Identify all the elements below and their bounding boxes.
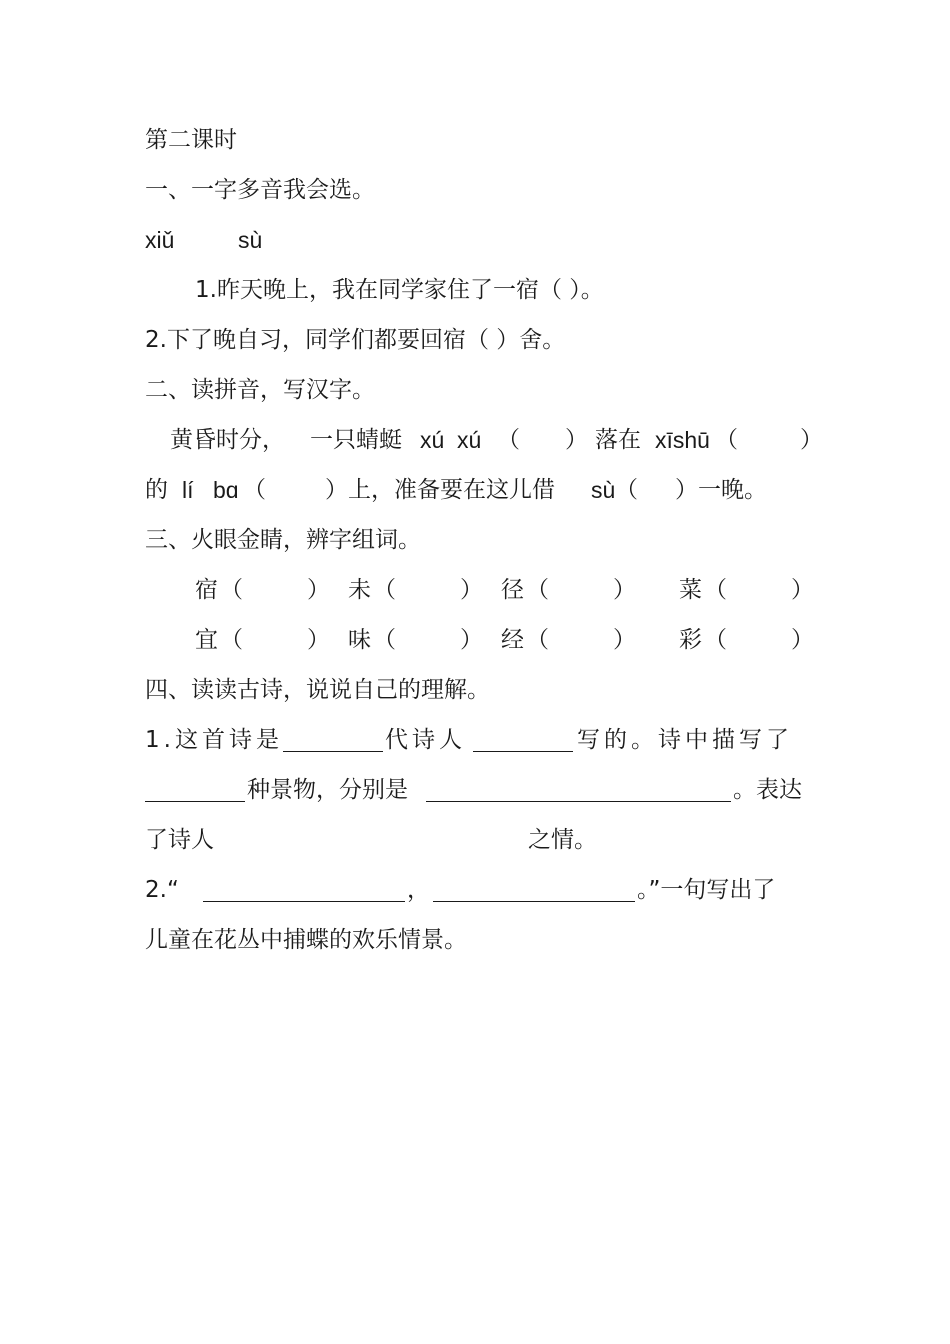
lesson-title: 第二课时 bbox=[145, 127, 237, 153]
section2-pinyin-xu-2: xú bbox=[457, 427, 482, 453]
answer-blank-dynasty[interactable] bbox=[283, 751, 383, 752]
section4-q2-part-a: 2.“ bbox=[145, 877, 179, 903]
section4-q1-part-b: 代诗人 bbox=[385, 727, 466, 753]
section4-q1-line-1 bbox=[145, 720, 825, 760]
section2-pinyin-xu-1: xú bbox=[420, 427, 445, 453]
char-item-close: ） bbox=[791, 627, 814, 653]
section2-pinyin-li: lí bbox=[182, 477, 194, 503]
char-item-close: ） bbox=[613, 577, 636, 603]
char-item-close: ） bbox=[460, 627, 483, 653]
section2-line2-text-b: ）上，准备要在这儿借 bbox=[325, 477, 555, 503]
section4-heading: 四、读读古诗，说说自己的理解。 bbox=[145, 677, 490, 703]
answer-blank-poet[interactable] bbox=[473, 751, 573, 752]
char-item-open: （ bbox=[526, 577, 549, 603]
section2-line2-paren-open-2: （ bbox=[615, 477, 638, 503]
answer-blank-scenery[interactable] bbox=[426, 801, 731, 802]
section4-q1-part-d: 种景物，分别是 bbox=[247, 777, 408, 803]
section2-pinyin-ba: bɑ bbox=[213, 477, 239, 503]
char-item-char: 菜 bbox=[679, 577, 702, 603]
char-item-open: （ bbox=[704, 577, 727, 603]
pinyin-option-xiu: xiǔ bbox=[145, 227, 175, 253]
section4-q1-part-a: 1.这首诗是 bbox=[145, 727, 283, 753]
section2-line2-text-c: ）一晚。 bbox=[675, 477, 767, 503]
answer-blank-verse-1[interactable] bbox=[203, 901, 405, 902]
char-item-open: （ bbox=[704, 627, 727, 653]
section1-question-1: 1.昨天晚上，我在同学家住了一宿（ ）。 bbox=[195, 277, 604, 303]
section4-q2-part-c: 。”一句写出了 bbox=[637, 877, 776, 903]
char-item-close: ） bbox=[791, 577, 814, 603]
char-item-open: （ bbox=[220, 627, 243, 653]
section4-q1-part-e: 。表达 bbox=[733, 777, 802, 803]
section2-line2-paren-open-1: （ bbox=[243, 477, 266, 503]
char-item-char: 经 bbox=[501, 627, 524, 653]
section2-paren-close-1: ） bbox=[565, 427, 588, 453]
section4-q1-part-c: 写的。诗中描写了 bbox=[577, 727, 793, 753]
section1-question-1-line bbox=[145, 270, 825, 310]
char-item-char: 径 bbox=[501, 577, 524, 603]
section4-q1-part-g: 之情。 bbox=[528, 827, 597, 853]
char-item-open: （ bbox=[526, 627, 549, 653]
section3-row-2 bbox=[145, 620, 825, 660]
section4-heading-line bbox=[145, 670, 825, 710]
section3-heading-line bbox=[145, 520, 825, 560]
section4-q2-part-d: 儿童在花丛中捕蝶的欢乐情景。 bbox=[145, 927, 467, 953]
pinyin-option-su: sù bbox=[238, 227, 263, 253]
section1-heading: 一、一字多音我会选。 bbox=[145, 177, 375, 203]
section2-paren-close-2: ） bbox=[800, 427, 823, 453]
answer-blank-count[interactable] bbox=[145, 801, 245, 802]
section2-line-2 bbox=[145, 470, 825, 510]
section2-text-b: 一只蜻蜓 bbox=[310, 427, 402, 453]
answer-blank-verse-2[interactable] bbox=[433, 901, 635, 902]
lesson-title-line bbox=[145, 120, 825, 160]
section4-q2-part-b: ， bbox=[407, 877, 430, 903]
section1-heading-line bbox=[145, 170, 825, 210]
section3-row-1 bbox=[145, 570, 825, 610]
section2-text-c: 落在 bbox=[595, 427, 641, 453]
section4-q2-line-2 bbox=[145, 920, 825, 960]
section2-pinyin-su: sù bbox=[591, 477, 616, 503]
section2-line2-text-a: 的 bbox=[145, 477, 168, 503]
char-item-char: 彩 bbox=[679, 627, 702, 653]
section2-heading: 二、读拼音，写汉字。 bbox=[145, 377, 375, 403]
section4-q1-line-3 bbox=[145, 820, 825, 860]
section1-pinyin-line bbox=[145, 220, 825, 260]
section4-q2-line-1 bbox=[145, 870, 825, 910]
section2-line-1 bbox=[145, 420, 825, 460]
char-item-close: ） bbox=[307, 627, 330, 653]
section2-heading-line bbox=[145, 370, 825, 410]
section1-question-2-line bbox=[145, 320, 825, 360]
section2-paren-open-2: （ bbox=[715, 427, 738, 453]
char-item-close: ） bbox=[460, 577, 483, 603]
char-item-open: （ bbox=[373, 577, 396, 603]
section2-paren-open-1: （ bbox=[497, 427, 520, 453]
section2-pinyin-xishu: xīshū bbox=[655, 427, 710, 453]
char-item-open: （ bbox=[373, 627, 396, 653]
section1-question-2: 2.下了晚自习，同学们都要回宿（ ）舍。 bbox=[145, 327, 566, 353]
char-item-char: 宿 bbox=[195, 577, 218, 603]
char-item-open: （ bbox=[220, 577, 243, 603]
section3-heading: 三、火眼金睛，辨字组词。 bbox=[145, 527, 421, 553]
char-item-char: 宜 bbox=[195, 627, 218, 653]
section2-text-a: 黄昏时分， bbox=[170, 427, 285, 453]
char-item-close: ） bbox=[307, 577, 330, 603]
section4-q1-part-f: 了诗人 bbox=[145, 827, 214, 853]
char-item-char: 未 bbox=[348, 577, 371, 603]
char-item-char: 味 bbox=[348, 627, 371, 653]
section4-q1-line-2 bbox=[145, 770, 825, 810]
char-item-close: ） bbox=[613, 627, 636, 653]
